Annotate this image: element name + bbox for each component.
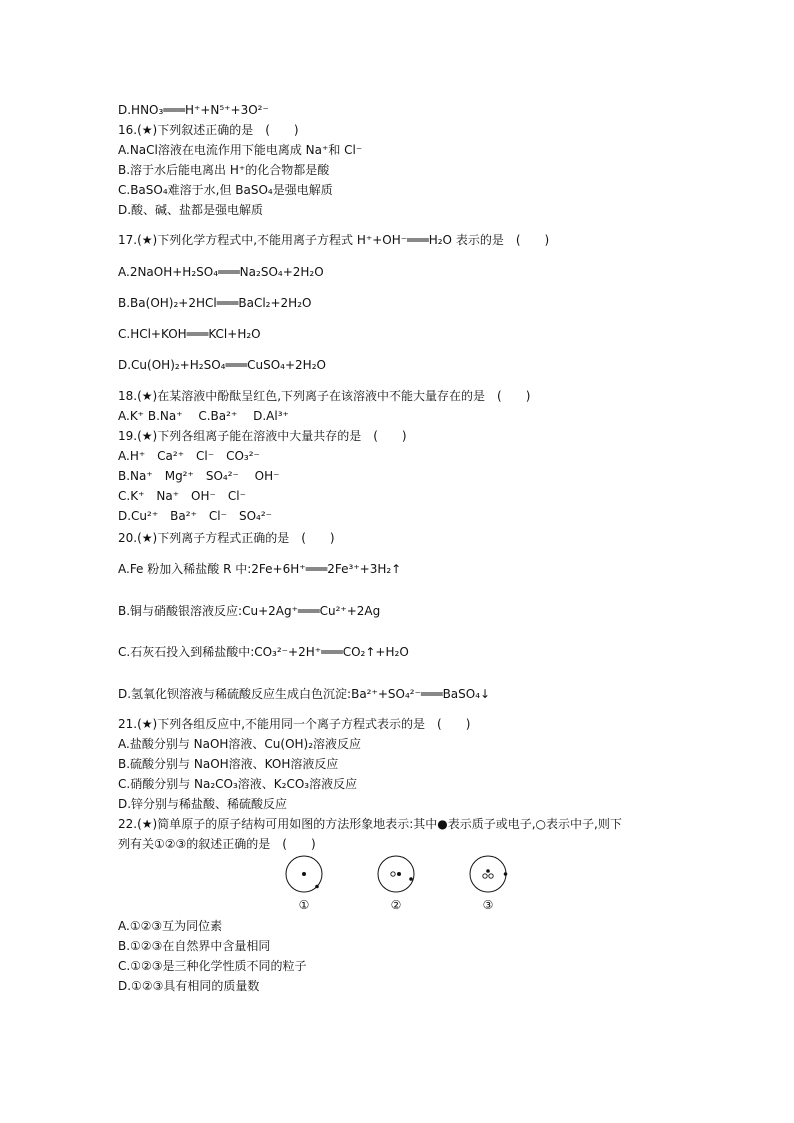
atom-3-label: ③ [482,898,494,912]
text-line: 19.(★)下列各组离子能在溶液中大量共存的是 ( ) [118,429,407,443]
text-line: D.Cu(OH)₂+H₂SO₄═══CuSO₄+2H₂O [118,358,326,372]
text-line: C.石灰石投入到稀盐酸中:CO₃²⁻+2H⁺═══CO₂↑+H₂O [118,645,409,659]
atom-3 [458,852,518,914]
text-line: A.NaCl溶液在电流作用下能电离成 Na⁺和 Cl⁻ [118,143,363,157]
text-line: B.Ba(OH)₂+2HCl═══BaCl₂+2H₂O [118,296,312,310]
text-line: B.①②③在自然界中含量相同 [118,939,271,953]
proton-dot [302,872,306,876]
text-line: A.Fe 粉加入稀盐酸 R 中:2Fe+6H⁺═══2Fe³⁺+3H₂↑ [118,562,402,576]
text-line: B.硫酸分别与 NaOH溶液、KOH溶液反应 [118,757,339,771]
text-line: A.①②③互为同位素 [118,919,223,933]
text-line: D.氢氧化钡溶液与稀硫酸反应生成白色沉淀:Ba²⁺+SO₄²⁻═══BaSO₄↓ [118,687,491,701]
proton-dot [486,869,490,873]
atom-3-diagram [466,852,510,896]
neutron-circle [483,874,487,878]
electron-dot [409,877,413,881]
text-line: C.K⁺ Na⁺ OH⁻ Cl⁻ [118,489,246,503]
text-line: 21.(★)下列各组反应中,不能用同一个离子方程式表示的是 ( ) [118,717,471,731]
electron-dot [315,885,319,889]
text-line: B.溶于水后能电离出 H⁺的化合物都是酸 [118,163,330,177]
text-line: C.①②③是三种化学性质不同的粒子 [118,959,307,973]
atom-2-label: ② [390,898,402,912]
atom-1-diagram [282,852,326,896]
text-line: C.BaSO₄难溶于水,但 BaSO₄是强电解质 [118,183,333,197]
text-line: A.K⁺ B.Na⁺ C.Ba²⁺ D.Al³⁺ [118,409,289,423]
text-line: 22.(★)简单原子的原子结构可用如图的方法形象地表示:其中●表示质子或电子,○表示中子,则下 [118,817,622,831]
text-line: D.Cu²⁺ Ba²⁺ Cl⁻ SO₄²⁻ [118,509,272,523]
text-line: 20.(★)下列离子方程式正确的是 ( ) [118,531,335,545]
text-line: D.①②③具有相同的质量数 [118,979,260,993]
text-line: D.HNO₃═══H⁺+N⁵⁺+3O²⁻ [118,103,269,117]
text-line: B.Na⁺ Mg²⁺ SO₄²⁻ OH⁻ [118,469,280,483]
text-line: D.锌分别与稀盐酸、稀硫酸反应 [118,797,288,811]
atom-1 [274,852,334,914]
atom-2 [366,852,426,914]
atom-structure-figure [270,852,530,914]
text-line: B.铜与硝酸银溶液反应:Cu+2Ag⁺═══Cu²⁺+2Ag [118,604,381,618]
text-line: C.硝酸分别与 Na₂CO₃溶液、K₂CO₃溶液反应 [118,777,358,791]
text-line: A.H⁺ Ca²⁺ Cl⁻ CO₃²⁻ [118,449,260,463]
atom-2-diagram [374,852,418,896]
text-line: D.酸、碱、盐都是强电解质 [118,203,264,217]
neutron-circle [391,872,395,876]
text-line: A.2NaOH+H₂SO₄═══Na₂SO₄+2H₂O [118,265,324,279]
text-line: 18.(★)在某溶液中酚酞呈红色,下列离子在该溶液中不能大量存在的是 ( ) [118,389,531,403]
proton-dot [397,872,401,876]
electron-dot [504,872,508,876]
text-line: 16.(★)下列叙述正确的是 ( ) [118,123,299,137]
text-line: C.HCl+KOH═══KCl+H₂O [118,327,261,341]
atom-1-label: ① [298,898,310,912]
text-line: A.盐酸分别与 NaOH溶液、Cu(OH)₂溶液反应 [118,737,362,751]
text-line: 列有关①②③的叙述正确的是 ( ) [118,837,316,851]
neutron-circle [489,874,493,878]
text-line: 17.(★)下列化学方程式中,不能用离子方程式 H⁺+OH⁻═══H₂O 表示的是 ( ) [118,233,550,247]
